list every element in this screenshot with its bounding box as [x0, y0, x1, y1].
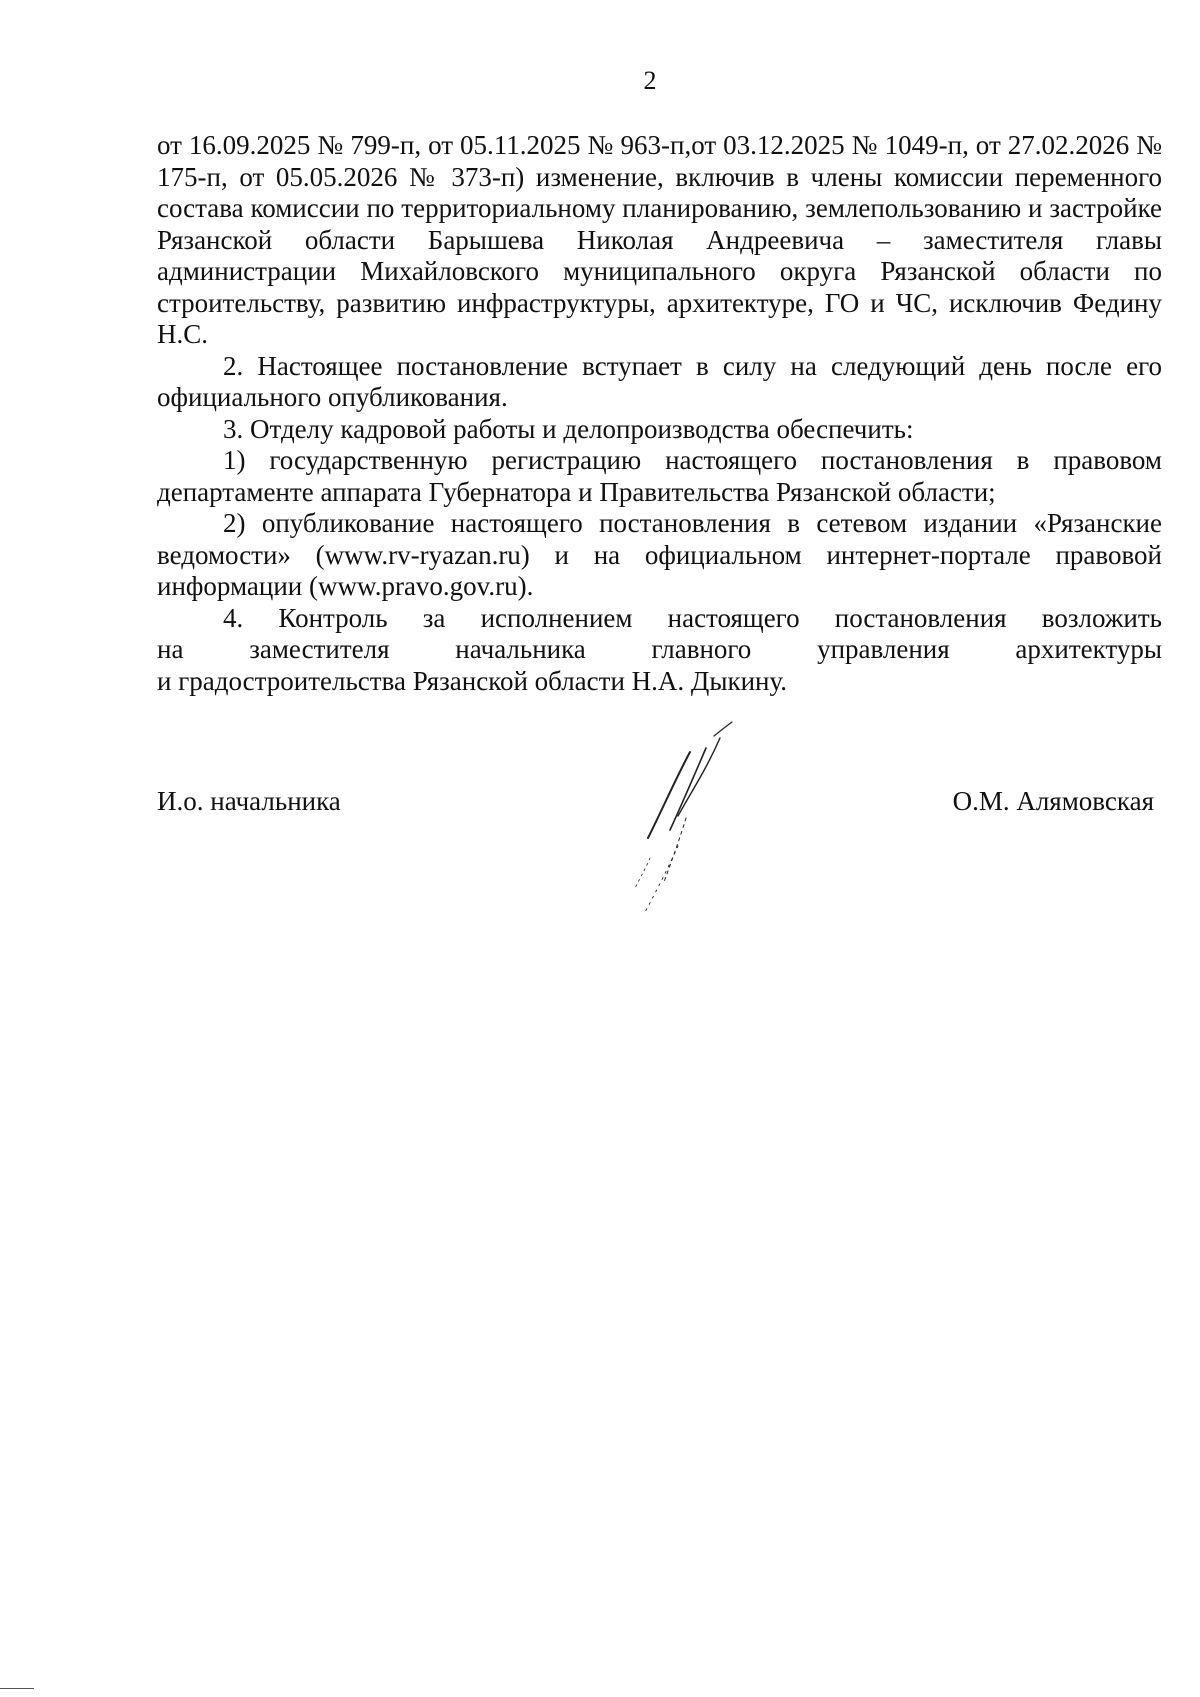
paragraph-registration: 1) государственную регистрацию настоящего постановления в правовом департаменте аппарата Губернатора и Правительства Рязанской области; [157, 445, 1162, 507]
paragraph-department-instruction: 3. Отделу кадровой работы и делопроизводства обеспечить: [223, 413, 914, 444]
paragraph-effective-date: 2. Настоящее постановление вступает в силу на следующий день после его официального опубликования. [157, 350, 1162, 412]
paragraph-amendment: от 16.09.2025 № 799-п, от 05.11.2025 № 963-п,от 03.12.2025 № 1049-п, от 27.02.2026 № 175-п, от 05.05.2026 № 373-п) изменение, включив в члены комиссии переменного состава комиссии по территориальному планированию, землепользованию и застройке Рязанской области Барышева Николая Андреевича – заместителя главы администрации Михайловского муниципального округа Рязанской области по строительству, развитию инфраструктуры, архитектуре, ГО и ЧС, исключив Федину Н.С. [157, 130, 1162, 349]
handwritten-signature [620, 718, 800, 938]
signatory-name: О.М. Алямовская [952, 786, 1154, 816]
signatory-title: И.о. начальника [157, 786, 341, 816]
document-body [157, 130, 1162, 697]
paragraph-control-line-2: на заместителя начальника главного управления архитектуры [157, 634, 1162, 664]
paragraph-control-line-1: 4. Контроль за исполнением настоящего постановления возложить [223, 602, 1162, 633]
scan-artifact-line [0, 1688, 34, 1689]
paragraph-publication: 2) опубликование настоящего постановления в сетевом издании «Рязанские ведомости» (www.rv-ryazan.ru) и на официальном интернет-портале правовой информации (www.pravo.gov.ru). [157, 508, 1162, 601]
paragraph-control-line-3: и градостроительства Рязанской области Н.А. Дыкину. [157, 665, 788, 696]
page-number: 2 [643, 66, 657, 95]
